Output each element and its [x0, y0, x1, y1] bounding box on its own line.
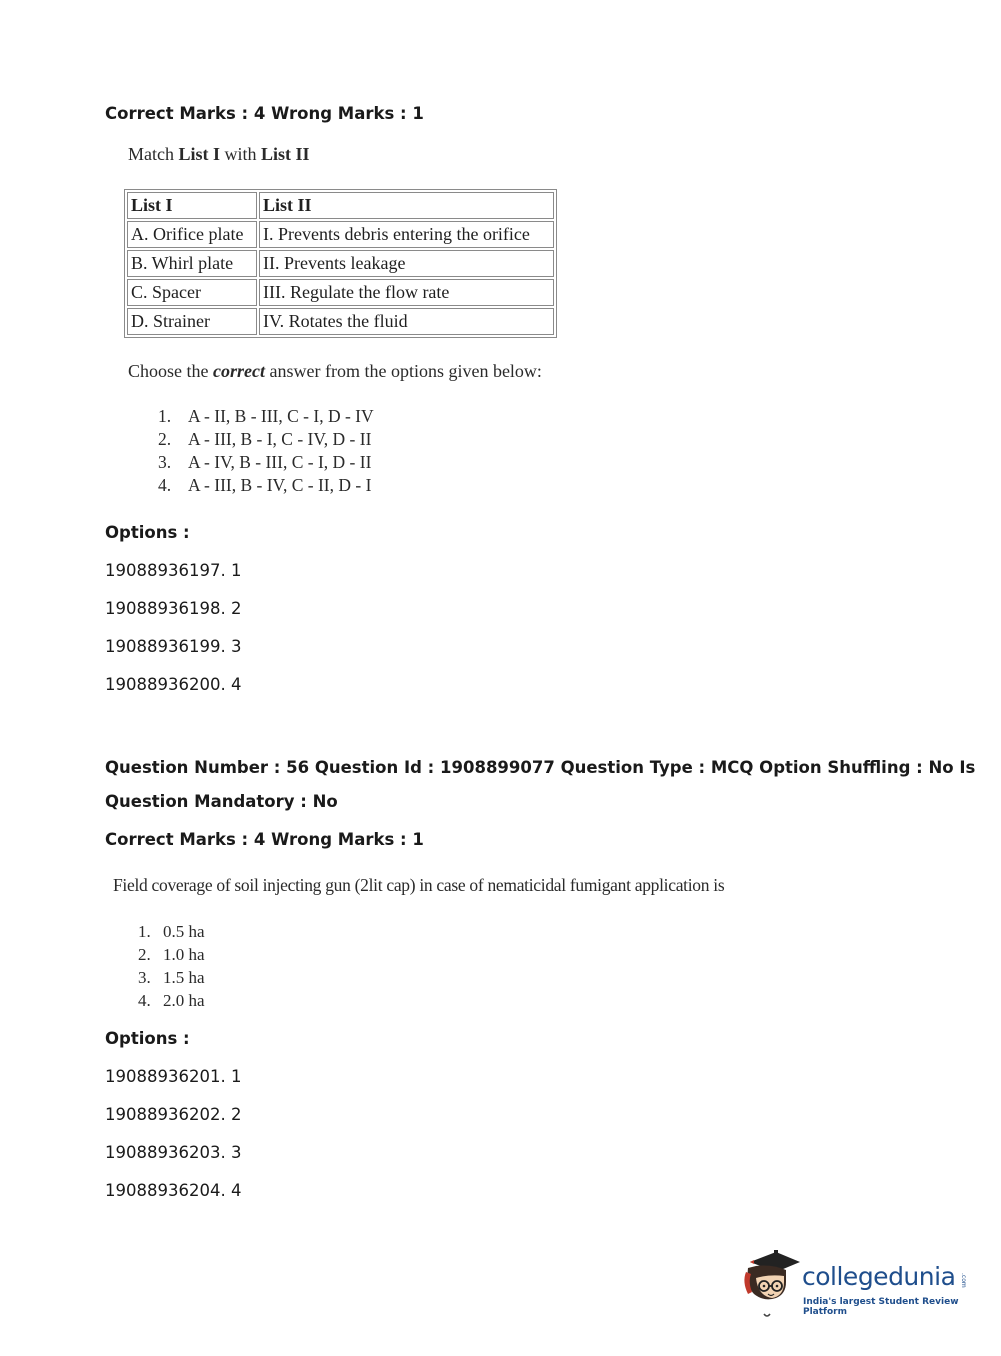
- choice-number: 2.: [138, 945, 151, 964]
- q55-stem-prefix: Match: [128, 144, 179, 164]
- choice-number: 3.: [158, 452, 172, 472]
- q56-option-1: 19088936201. 1: [105, 1067, 242, 1086]
- q55-option-1: 19088936197. 1: [105, 561, 242, 580]
- match-table: [124, 189, 557, 338]
- choose-emphasis: correct: [213, 361, 265, 381]
- q56-option-3: 19088936203. 3: [105, 1143, 242, 1162]
- q55-stem-list2: List II: [261, 144, 310, 164]
- list-item: [138, 920, 205, 943]
- table-cell: IV. Rotates the fluid: [259, 308, 554, 335]
- choice-text: 1.0 ha: [163, 945, 205, 964]
- match-table-header-row: [127, 192, 554, 219]
- q55-option-3: 19088936199. 3: [105, 637, 242, 656]
- table-row: [127, 250, 554, 277]
- table-cell: C. Spacer: [127, 279, 257, 306]
- logo-brand-name: collegedunia: [802, 1262, 956, 1291]
- choose-suffix: answer from the options given below:: [264, 361, 542, 381]
- q55-stem-mid: with: [220, 144, 262, 164]
- list-item: [138, 989, 205, 1012]
- table-row: [127, 221, 554, 248]
- collegedunia-logo: [742, 1248, 972, 1318]
- choice-text: A - II, B - III, C - I, D - IV: [188, 406, 374, 426]
- q56-marks: Correct Marks : 4 Wrong Marks : 1: [105, 830, 424, 849]
- q56-options-label: Options :: [105, 1029, 190, 1048]
- table-row: [127, 308, 554, 335]
- q55-choose-instruction: [128, 361, 542, 382]
- logo-domain-suffix: .com: [960, 1273, 967, 1288]
- q55-option-2: 19088936198. 2: [105, 599, 242, 618]
- choice-text: 0.5 ha: [163, 922, 205, 941]
- q56-choice-list: [138, 920, 205, 1012]
- table-cell: B. Whirl plate: [127, 250, 257, 277]
- q56-option-4: 19088936204. 4: [105, 1181, 242, 1200]
- list-item: [158, 428, 374, 451]
- choice-number: 1.: [158, 406, 172, 426]
- choice-number: 3.: [138, 968, 151, 987]
- choice-text: 2.0 ha: [163, 991, 205, 1010]
- logo-tagline: India's largest Student Review Platform: [803, 1297, 959, 1317]
- choice-number: 2.: [158, 429, 172, 449]
- q55-options-label: Options :: [105, 523, 190, 542]
- choice-text: A - III, B - I, C - IV, D - II: [188, 429, 372, 449]
- student-mascot-icon: [742, 1248, 802, 1318]
- table-cell: II. Prevents leakage: [259, 250, 554, 277]
- list-item: [158, 474, 374, 497]
- table-cell: I. Prevents debris entering the orifice: [259, 221, 554, 248]
- match-table-header-list2: List II: [259, 192, 554, 219]
- list-item: [158, 405, 374, 428]
- q56-option-2: 19088936202. 2: [105, 1105, 242, 1124]
- q56-header-line2: Question Mandatory : No: [105, 792, 338, 811]
- q55-stem-list1: List I: [178, 144, 220, 164]
- table-row: [127, 279, 554, 306]
- table-cell: III. Regulate the flow rate: [259, 279, 554, 306]
- list-item: [138, 966, 205, 989]
- table-cell: A. Orifice plate: [127, 221, 257, 248]
- q55-marks: Correct Marks : 4 Wrong Marks : 1: [105, 104, 424, 123]
- choose-prefix: Choose the: [128, 361, 213, 381]
- q55-option-4: 19088936200. 4: [105, 675, 242, 694]
- choice-number: 4.: [158, 475, 172, 495]
- list-item: [158, 451, 374, 474]
- match-table-header-list1: List I: [127, 192, 257, 219]
- list-item: [138, 943, 205, 966]
- q56-stem: Field coverage of soil injecting gun (2lit cap) in case of nematicidal fumigant application is: [113, 875, 725, 895]
- q55-stem: [128, 144, 310, 165]
- table-cell: D. Strainer: [127, 308, 257, 335]
- choice-text: A - III, B - IV, C - II, D - I: [188, 475, 372, 495]
- q56-header-line1: Question Number : 56 Question Id : 1908899077 Question Type : MCQ Option Shuffling : No Is: [105, 758, 976, 777]
- q55-choice-list: [158, 405, 374, 497]
- choice-text: A - IV, B - III, C - I, D - II: [188, 452, 372, 472]
- choice-number: 4.: [138, 991, 151, 1010]
- choice-number: 1.: [138, 922, 151, 941]
- choice-text: 1.5 ha: [163, 968, 205, 987]
